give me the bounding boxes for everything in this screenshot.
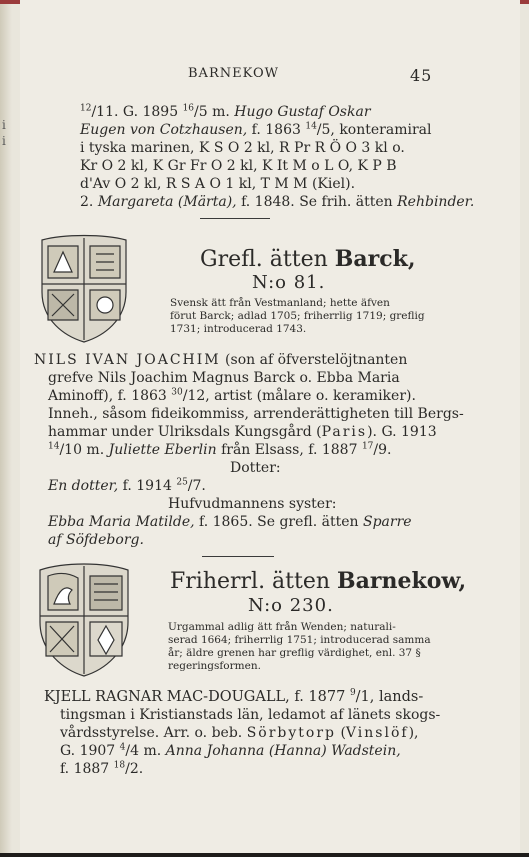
- family-description: förut Barck; adlad 1705; friherrlig 1719; greflig: [170, 310, 425, 322]
- entry-line: Eugen von Cotzhausen, f. 1863 $^{14}$/5, konteramiral: [80, 121, 432, 138]
- entry-line: KJELL RAGNAR MAC-DOUGALL, f. 1877 $^9$/1, lands-: [44, 688, 424, 705]
- page-number: 45: [410, 66, 433, 85]
- entry-line: tingsman i Kristianstads län, ledamot af länets skogs-: [60, 707, 441, 723]
- family-number: N:o 230.: [248, 595, 334, 616]
- entry-line: $^{14}$/10 m. Juliette Eberlin från Elsass, f. 1887 $^{17}$/9.: [48, 441, 392, 458]
- section-divider: [200, 218, 270, 219]
- entry-line: i tyska marinen, K S O 2 kl, R Pr R Ö O 3 kl o.: [80, 140, 405, 156]
- book-page: [20, 0, 520, 853]
- subheading: Dotter:: [230, 460, 281, 476]
- entry-line: vårdsstyrelse. Arr. o. beb. Sörbytorp (Vinslöf),: [60, 725, 419, 741]
- family-description: Svensk ätt från Vestmanland; hette äfven: [170, 297, 390, 309]
- entry-line: f. 1887 $^{18}$/2.: [60, 760, 144, 777]
- entry-line: $^{12}$/11. G. 1895 $^{16}$/5 m. Hugo Gustaf Oskar: [80, 103, 371, 120]
- entry-line: Inneh., såsom fideikommiss, arrenderättigheten till Bergs-: [48, 406, 464, 422]
- entry-line: En dotter, f. 1914 $^{25}$/7.: [48, 477, 206, 494]
- barck-coat-of-arms: [34, 232, 134, 344]
- subheading: Hufvudmannens syster:: [168, 496, 337, 512]
- entry-line: NILS IVAN JOACHIM (son af öfverstelöjtnanten: [34, 352, 408, 368]
- family-description: serad 1664; friherrlig 1751; introducerad samma: [168, 634, 431, 646]
- entry-line: G. 1907 $^4$/4 m. Anna Johanna (Hanna) Wadstein,: [60, 742, 401, 759]
- entry-line: hammar under Ulriksdals Kungsgård (Paris). G. 1913: [48, 424, 437, 440]
- entry-line: af Söfdeborg.: [48, 532, 144, 548]
- family-description: 1731; introducerad 1743.: [170, 323, 307, 335]
- page-bottom-edge: [0, 853, 529, 857]
- barnekow-coat-of-arms: [34, 560, 134, 678]
- family-number: N:o 81.: [252, 272, 326, 293]
- family-description: Urgammal adlig ätt från Wenden; naturali-: [168, 621, 396, 633]
- entry-line: Ebba Maria Matilde, f. 1865. Se grefl. ätten Sparre: [48, 514, 412, 530]
- family-title: Grefl. ätten Barck,: [200, 246, 416, 272]
- entry-line: Kr O 2 kl, K Gr Fr O 2 kl, K It M o L O, K P B: [80, 158, 397, 174]
- entry-line: grefve Nils Joachim Magnus Barck o. Ebba Maria: [48, 370, 400, 386]
- family-title: Friherrl. ätten Barnekow,: [170, 568, 467, 594]
- entry-line: d'Av O 2 kl, R S A O 1 kl, T M M (Kiel).: [80, 176, 356, 192]
- margin-mark: i: [2, 134, 6, 148]
- entry-line: Aminoff), f. 1863 $^{30}$/12, artist (målare o. keramiker).: [48, 387, 416, 404]
- section-divider: [202, 556, 274, 557]
- family-description: regeringsformen.: [168, 660, 261, 672]
- entry-line: 2. Margareta (Märta), f. 1848. Se frih. ätten Rehbinder.: [80, 194, 475, 210]
- running-title: BARNEKOW: [188, 66, 279, 81]
- margin-mark: i: [2, 118, 6, 132]
- family-description: år; äldre grenen har greflig värdighet, enl. 37 §: [168, 647, 421, 659]
